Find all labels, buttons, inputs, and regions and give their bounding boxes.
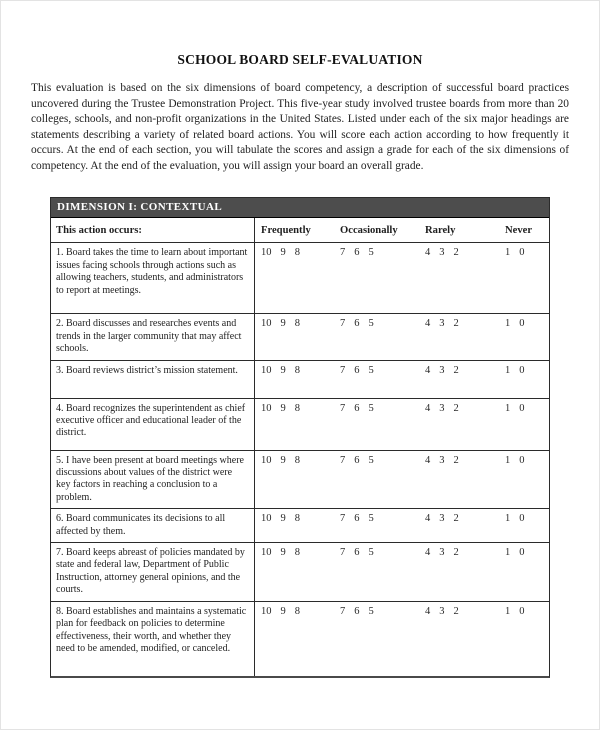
score-option-9[interactable]: 9 <box>280 318 286 330</box>
score-option-2[interactable]: 2 <box>453 547 459 559</box>
score-option-10[interactable]: 10 <box>261 513 272 525</box>
score-option-4[interactable]: 4 <box>425 513 431 525</box>
statement-text: 6. Board communicates its decisions to all affected by them. <box>51 509 255 542</box>
score-group-never <box>505 247 549 258</box>
score-option-4[interactable]: 4 <box>425 247 431 259</box>
score-option-8[interactable]: 8 <box>294 454 300 466</box>
score-option-6[interactable]: 6 <box>354 605 360 617</box>
score-group-rarely <box>425 606 505 617</box>
score-option-3[interactable]: 3 <box>439 547 445 559</box>
score-option-4[interactable]: 4 <box>425 402 431 414</box>
score-group-occasionally <box>340 513 425 524</box>
score-option-6[interactable]: 6 <box>354 547 360 559</box>
score-options <box>255 243 549 313</box>
score-group-rarely <box>425 247 505 258</box>
score-option-4[interactable]: 4 <box>425 364 431 376</box>
score-option-0[interactable]: 0 <box>519 247 525 259</box>
score-group-never <box>505 547 549 558</box>
score-group-frequently <box>261 513 340 524</box>
score-option-0[interactable]: 0 <box>519 605 525 617</box>
score-option-6[interactable]: 6 <box>354 454 360 466</box>
intro-paragraph: This evaluation is based on the six dimensions of board competency, a description of successful board practices uncovered during the Trustee Demonstration Project. This five-year study involved trustee boards from more than 20 colleges, schools, and non-profit organizations in the United States. Listed under each of the six major headings are statements describing a variety of related board actions. You will score each action according to how frequently it occurs. At the end of each section, you will tabulate the scores and assign a grade for each of the six dimensions of competency. At the end of the evaluation, you will assign your board an overall grade. <box>31 82 569 172</box>
score-group-rarely <box>425 318 505 329</box>
table-row <box>51 360 549 398</box>
score-option-1[interactable]: 1 <box>505 513 511 525</box>
score-option-8[interactable]: 8 <box>294 547 300 559</box>
score-group-never <box>505 455 549 466</box>
score-option-3[interactable]: 3 <box>439 605 445 617</box>
score-options <box>255 543 549 601</box>
score-option-1[interactable]: 1 <box>505 454 511 466</box>
score-option-9[interactable]: 9 <box>280 247 286 259</box>
score-option-3[interactable]: 3 <box>439 318 445 330</box>
score-option-6[interactable]: 6 <box>354 247 360 259</box>
score-option-3[interactable]: 3 <box>439 513 445 525</box>
frequency-header-rarely: Rarely <box>425 225 456 236</box>
score-option-7[interactable]: 7 <box>340 318 346 330</box>
score-option-9[interactable]: 9 <box>280 454 286 466</box>
score-option-5[interactable]: 5 <box>368 547 374 559</box>
score-group-rarely <box>425 365 505 376</box>
score-group-occasionally <box>340 606 425 617</box>
statement-text: 4. Board recognizes the superintendent as chief executive officer and educational leader of the district. <box>51 399 255 450</box>
score-options <box>255 602 549 676</box>
score-group-frequently <box>261 247 340 258</box>
score-group-frequently <box>261 403 340 414</box>
score-group-frequently <box>261 365 340 376</box>
statement-text: 5. I have been present at board meetings where discussions about values of the district were key factors in reaching a conclusion to a problem. <box>51 451 255 509</box>
score-option-3[interactable]: 3 <box>439 247 445 259</box>
table-row <box>51 242 549 313</box>
score-option-3[interactable]: 3 <box>439 364 445 376</box>
score-option-1[interactable]: 1 <box>505 402 511 414</box>
statement-text: 8. Board establishes and maintains a systematic plan for feedback on policies to determine effectiveness, their worth, and whether they need to be amended, modified, or canceled. <box>51 602 255 676</box>
score-option-7[interactable]: 7 <box>340 547 346 559</box>
score-group-rarely <box>425 455 505 466</box>
statement-text: 2. Board discusses and researches events and trends in the larger community that may affect schools. <box>51 314 255 359</box>
score-option-8[interactable]: 8 <box>294 247 300 259</box>
score-option-2[interactable]: 2 <box>453 402 459 414</box>
score-option-10[interactable]: 10 <box>261 247 272 259</box>
score-group-rarely <box>425 403 505 414</box>
score-option-7[interactable]: 7 <box>340 605 346 617</box>
table-row <box>51 508 549 542</box>
score-option-4[interactable]: 4 <box>425 605 431 617</box>
table-body <box>51 242 549 675</box>
score-option-1[interactable]: 1 <box>505 318 511 330</box>
score-group-occasionally <box>340 455 425 466</box>
score-group-rarely <box>425 547 505 558</box>
score-option-7[interactable]: 7 <box>340 454 346 466</box>
score-option-5[interactable]: 5 <box>368 454 374 466</box>
frequency-header-occasionally: Occasionally <box>340 225 398 236</box>
statement-text: 3. Board reviews district’s mission statement. <box>51 361 255 398</box>
score-group-never <box>505 606 549 617</box>
score-option-9[interactable]: 9 <box>280 402 286 414</box>
table-row <box>51 313 549 359</box>
score-options <box>255 509 549 542</box>
frequency-header-frequently: Frequently <box>261 225 311 236</box>
score-option-8[interactable]: 8 <box>294 513 300 525</box>
score-options <box>255 361 549 398</box>
score-group-never <box>505 403 549 414</box>
page-title: SCHOOL BOARD SELF-EVALUATION <box>177 52 423 67</box>
score-option-10[interactable]: 10 <box>261 364 272 376</box>
score-option-10[interactable]: 10 <box>261 454 272 466</box>
score-option-2[interactable]: 2 <box>453 513 459 525</box>
score-option-2[interactable]: 2 <box>453 454 459 466</box>
score-option-0[interactable]: 0 <box>519 513 525 525</box>
score-option-10[interactable]: 10 <box>261 318 272 330</box>
score-option-4[interactable]: 4 <box>425 318 431 330</box>
score-group-occasionally <box>340 247 425 258</box>
score-option-2[interactable]: 2 <box>453 318 459 330</box>
score-group-frequently <box>261 606 340 617</box>
score-option-0[interactable]: 0 <box>519 364 525 376</box>
score-option-1[interactable]: 1 <box>505 605 511 617</box>
score-option-8[interactable]: 8 <box>294 364 300 376</box>
score-option-5[interactable]: 5 <box>368 513 374 525</box>
score-group-rarely <box>425 513 505 524</box>
score-option-8[interactable]: 8 <box>294 402 300 414</box>
score-option-6[interactable]: 6 <box>354 318 360 330</box>
score-option-0[interactable]: 0 <box>519 454 525 466</box>
score-group-occasionally <box>340 547 425 558</box>
table-row <box>51 398 549 450</box>
score-option-5[interactable]: 5 <box>368 402 374 414</box>
score-option-9[interactable]: 9 <box>280 513 286 525</box>
score-option-10[interactable]: 10 <box>261 402 272 414</box>
frequency-header-never: Never <box>505 225 533 236</box>
score-options <box>255 399 549 450</box>
score-option-5[interactable]: 5 <box>368 605 374 617</box>
statement-text: 7. Board keeps abreast of policies mandated by state and federal law, Department of Public Instruction, attorney general opinions, and the courts. <box>51 543 255 601</box>
score-options <box>255 314 549 359</box>
table-row <box>51 542 549 601</box>
score-option-4[interactable]: 4 <box>425 454 431 466</box>
score-option-9[interactable]: 9 <box>280 547 286 559</box>
score-option-10[interactable]: 10 <box>261 605 272 617</box>
score-option-2[interactable]: 2 <box>453 364 459 376</box>
score-option-0[interactable]: 0 <box>519 318 525 330</box>
score-option-6[interactable]: 6 <box>354 402 360 414</box>
table-row <box>51 601 549 676</box>
score-group-occasionally <box>340 365 425 376</box>
score-option-7[interactable]: 7 <box>340 513 346 525</box>
score-group-never <box>505 318 549 329</box>
score-option-4[interactable]: 4 <box>425 547 431 559</box>
score-option-3[interactable]: 3 <box>439 402 445 414</box>
score-group-never <box>505 513 549 524</box>
statement-column-header: This action occurs: <box>51 218 255 242</box>
table-header-row <box>51 218 549 242</box>
score-group-frequently <box>261 455 340 466</box>
score-group-frequently <box>261 547 340 558</box>
score-option-2[interactable]: 2 <box>453 247 459 259</box>
score-option-9[interactable]: 9 <box>280 605 286 617</box>
score-group-frequently <box>261 318 340 329</box>
score-option-0[interactable]: 0 <box>519 547 525 559</box>
score-option-1[interactable]: 1 <box>505 547 511 559</box>
section-header-dimension-1: DIMENSION I: CONTEXTUAL <box>51 198 549 218</box>
score-option-7[interactable]: 7 <box>340 364 346 376</box>
score-option-5[interactable]: 5 <box>368 364 374 376</box>
evaluation-table <box>50 197 550 678</box>
table-row <box>51 450 549 509</box>
score-option-1[interactable]: 1 <box>505 247 511 259</box>
score-group-occasionally <box>340 318 425 329</box>
score-option-8[interactable]: 8 <box>294 605 300 617</box>
score-option-1[interactable]: 1 <box>505 364 511 376</box>
score-option-10[interactable]: 10 <box>261 547 272 559</box>
score-option-9[interactable]: 9 <box>280 364 286 376</box>
statement-text: 1. Board takes the time to learn about important issues facing schools through actions such as allowing teachers, students, and administrators to report at meetings. <box>51 243 255 313</box>
score-option-0[interactable]: 0 <box>519 402 525 414</box>
score-option-5[interactable]: 5 <box>368 318 374 330</box>
score-option-2[interactable]: 2 <box>453 605 459 617</box>
score-options <box>255 451 549 509</box>
score-group-never <box>505 365 549 376</box>
score-option-6[interactable]: 6 <box>354 513 360 525</box>
frequency-column-headers <box>255 218 549 242</box>
score-group-occasionally <box>340 403 425 414</box>
score-option-6[interactable]: 6 <box>354 364 360 376</box>
score-option-8[interactable]: 8 <box>294 318 300 330</box>
score-option-7[interactable]: 7 <box>340 247 346 259</box>
score-option-3[interactable]: 3 <box>439 454 445 466</box>
score-option-7[interactable]: 7 <box>340 402 346 414</box>
score-option-5[interactable]: 5 <box>368 247 374 259</box>
